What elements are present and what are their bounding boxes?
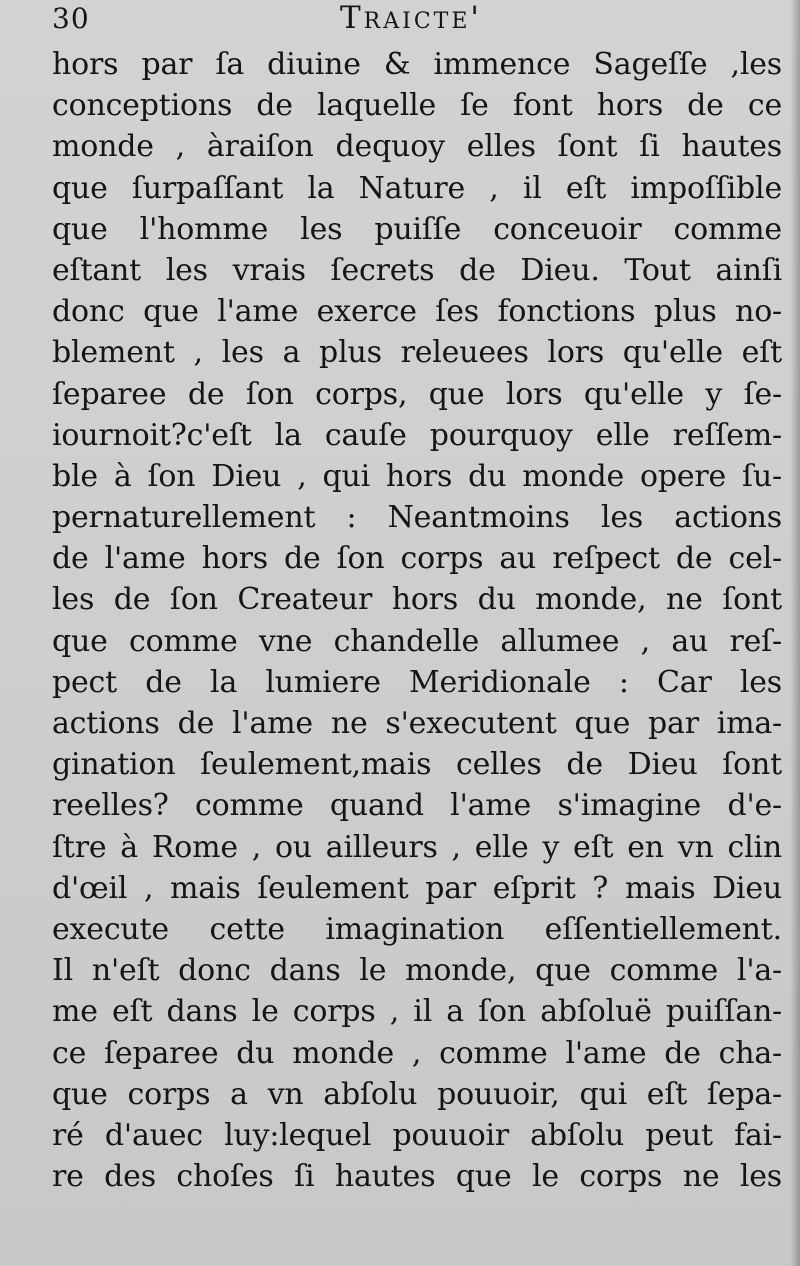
text-line: pect de la lumiere Meridionale : Car les bbox=[52, 664, 782, 700]
body-text bbox=[52, 44, 782, 1197]
text-line: gination ſeulement,mais celles de Dieu ſont bbox=[52, 747, 782, 783]
text-line: actions de l'ame ne s'executent que par ima- bbox=[52, 706, 782, 741]
page-edge-shadow bbox=[790, 0, 800, 1266]
text-line: ré d'auec luy:lequel pouuoir abſolu peut fai- bbox=[52, 1117, 782, 1153]
text-line: iournoit?c'eſt la cauſe pourquoy elle reſſem- bbox=[52, 417, 782, 453]
text-line: me eſt dans le corps , il a ſon abſoluë puiſſan- bbox=[52, 994, 782, 1030]
text-line: monde , àraiſon dequoy elles ſont ſi hautes bbox=[52, 129, 782, 165]
text-line: hors par ſa diuine & immence Sageſſe ,les bbox=[52, 47, 782, 82]
text-line: ſeparee de ſon corps, que lors qu'elle y ſe- bbox=[52, 376, 782, 412]
text-line: pernaturellement : Neantmoins les actions bbox=[52, 500, 782, 536]
text-line: reelles? comme quand l'ame s'imagine d'e- bbox=[52, 788, 782, 824]
text-line: conceptions de laquelle ſe font hors de ce bbox=[52, 88, 782, 124]
text-line: d'œil , mais ſeulement par eſprit ? mais Dieu bbox=[52, 870, 782, 906]
text-line: donc que l'ame exerce ſes fonctions plus no- bbox=[52, 294, 782, 330]
text-line: que corps a vn abſolu pouuoir, qui eſt ſepa- bbox=[52, 1076, 782, 1112]
text-line: execute cette imagination eſſentiellement. bbox=[52, 911, 782, 947]
text-line: re des choſes ſi hautes que le corps ne les bbox=[52, 1159, 782, 1195]
text-line: ble à ſon Dieu , qui hors du monde opere ſu- bbox=[52, 458, 782, 494]
running-title: Traicte' bbox=[340, 0, 482, 36]
text-line: les de ſon Createur hors du monde, ne ſont bbox=[52, 582, 782, 618]
text-line: de l'ame hors de ſon corps au reſpect de cel- bbox=[52, 541, 782, 577]
text-line: ſtre à Rome , ou ailleurs , elle y eſt en vn clin bbox=[52, 829, 782, 865]
text-line: blement , les a plus releuees lors qu'elle eſt bbox=[52, 335, 782, 371]
text-line: eſtant les vrais ſecrets de Dieu. Tout ainſi bbox=[52, 252, 782, 288]
text-line: Il n'eſt donc dans le monde, que comme l'a- bbox=[52, 953, 782, 989]
text-line: que comme vne chandelle allumee , au reſ- bbox=[52, 623, 782, 659]
text-line: que ſurpaſſant la Nature , il eſt impoſſible bbox=[52, 170, 782, 206]
text-line: que l'homme les puiſſe conceuoir comme bbox=[52, 211, 782, 247]
page-header bbox=[0, 0, 800, 44]
page-number: 30 bbox=[52, 2, 90, 35]
text-line: ce ſeparee du monde , comme l'ame de cha- bbox=[52, 1035, 782, 1071]
